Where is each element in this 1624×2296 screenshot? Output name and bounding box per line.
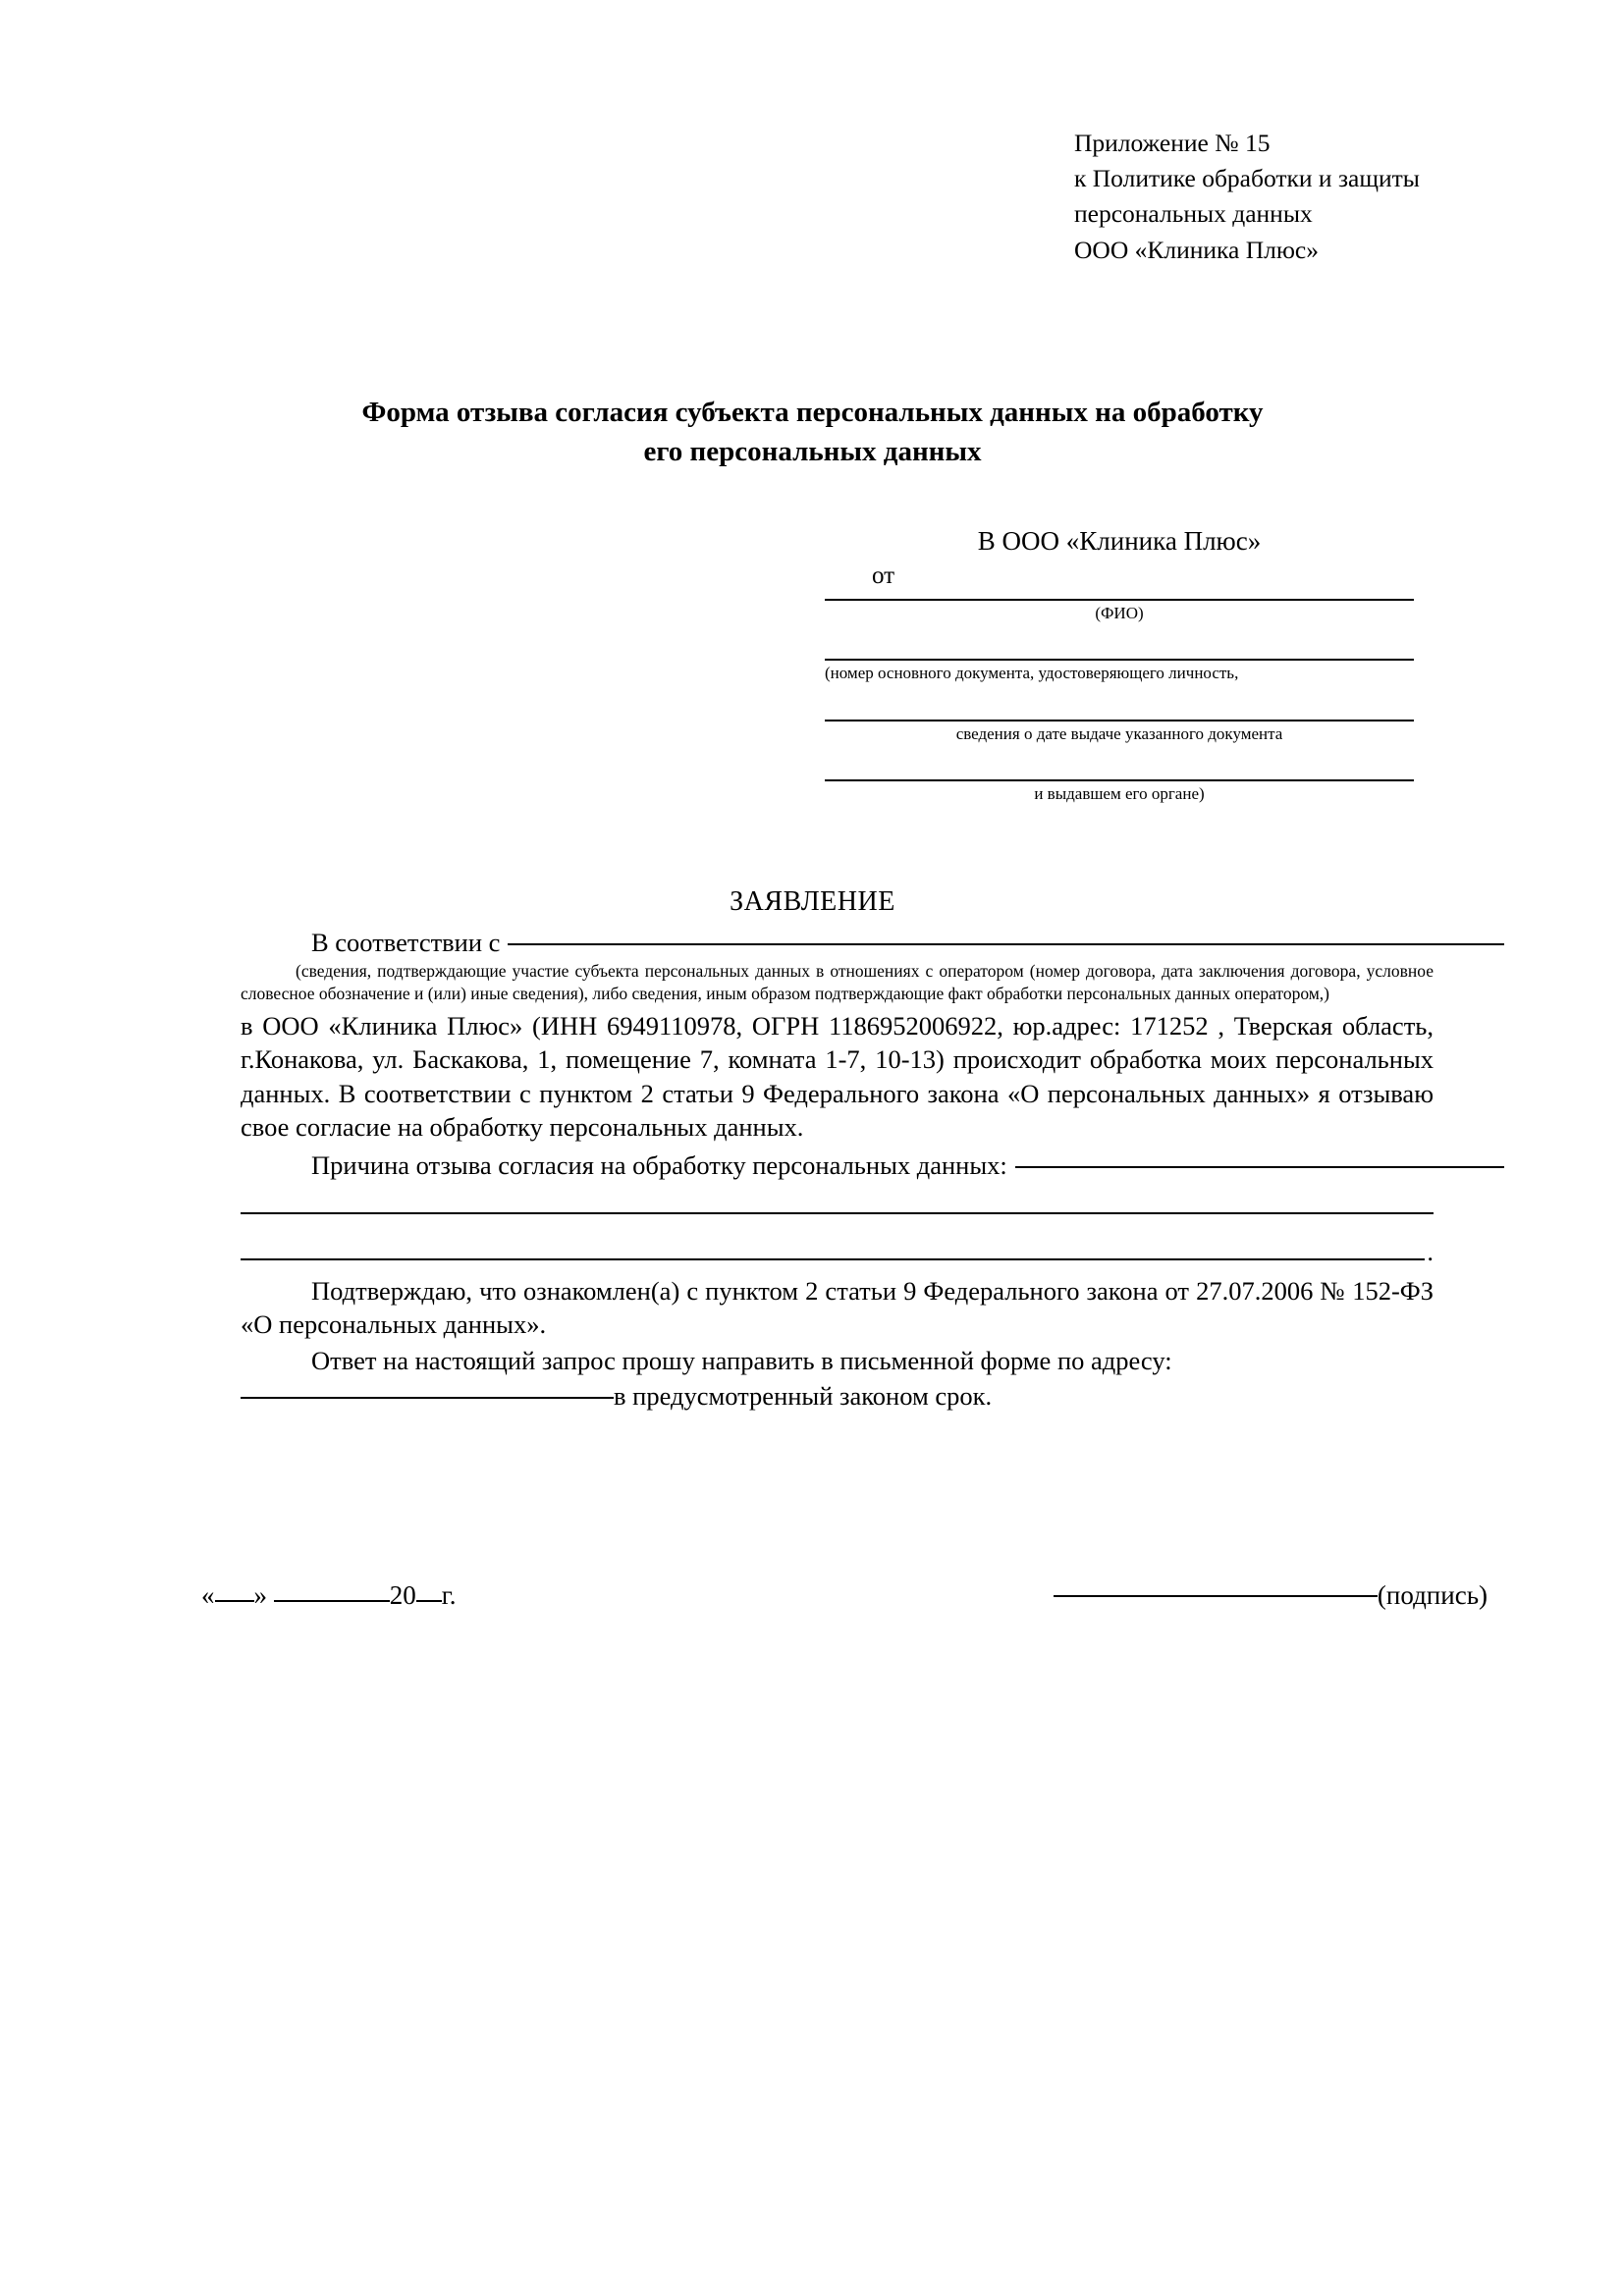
appendix-policy-line-1: к Политике обработки и защиты [1074, 164, 1420, 193]
quote-close: » [253, 1580, 267, 1610]
spacer [825, 624, 1414, 650]
appendix-reference-block [1074, 126, 1487, 268]
answer-address-row [241, 1379, 1434, 1413]
document-issuer-caption: и выдавшем его органе) [1034, 784, 1205, 804]
answer-address-tail: в предусмотренный законом срок. [614, 1381, 993, 1412]
page-title-line-1: Форма отзыва согласия субъекта персональных данных на обработку [361, 397, 1264, 428]
reason-input-line-3[interactable] [241, 1258, 1425, 1260]
signature-input-line[interactable] [1054, 1595, 1378, 1597]
day-input-line[interactable] [215, 1600, 254, 1602]
reason-end-punctuation: . [1427, 1237, 1434, 1267]
year-suffix: г. [441, 1580, 457, 1610]
year-prefix: 20 [389, 1580, 416, 1610]
statement-heading: ЗАЯВЛЕНИЕ [730, 886, 895, 917]
document-number-input-line[interactable] [825, 659, 1414, 661]
document-issuer-input-line[interactable] [825, 779, 1414, 781]
statement-body [241, 926, 1434, 1414]
in-accordance-input-line[interactable] [508, 943, 1504, 945]
fio-caption: (ФИО) [1095, 604, 1144, 622]
date-field[interactable] [201, 1580, 457, 1611]
appendix-number: Приложение № 15 [1074, 129, 1271, 157]
reason-input-line-1[interactable] [1015, 1166, 1504, 1168]
from-label: от [872, 562, 895, 589]
addressee-block [825, 526, 1414, 806]
quote-open: « [201, 1580, 215, 1610]
signature-field [1054, 1580, 1488, 1611]
page-title-line-2: его персональных данных [643, 436, 982, 468]
document-date-caption: сведения о дате выдаче указанного документа [955, 723, 1283, 743]
reason-input-line-2[interactable] [241, 1212, 1434, 1214]
fio-input-line[interactable] [825, 599, 1414, 601]
signature-caption: (подпись) [1377, 1580, 1488, 1610]
in-accordance-label: В соответствии с [311, 928, 501, 957]
reason-row [241, 1148, 1504, 1182]
appendix-policy-line-2: персональных данных [1074, 199, 1313, 229]
document-number-caption: (номер основного документа, удостоверяющего личность, [825, 664, 1239, 683]
month-input-line[interactable] [274, 1600, 390, 1602]
spacer [825, 685, 1414, 711]
statement-note: (сведения, подтверждающие участие субъекта персональных данных в отношениях с оператором (номер договора, дата заключения договора, условное словесное обозначение и (или) иные сведения), либо сведения, иным образом подтверждающие факт обработки персональных данных оператором,) [241, 961, 1434, 1004]
date-and-signature-row [201, 1580, 1488, 1611]
answer-address-input-line[interactable] [241, 1397, 614, 1399]
in-accordance-row [241, 926, 1504, 959]
document-date-input-line[interactable] [825, 720, 1414, 721]
reason-input-line-3-row [241, 1237, 1434, 1267]
statement-main-paragraph: в ООО «Клиника Плюс» (ИНН 6949110978, ОГРН 1186952006922, юр.адрес: 171252 , Тверская область, г.Конакова, ул. Баскакова, 1, помещение 7, комната 1-7, 10-13) происходит обработка моих персональных данных. В соответствии с пунктом 2 статьи 9 Федерального закона «О персональных данных» я отзываю свое согласие на обработку персональных данных. [241, 1010, 1434, 1143]
year-input-line[interactable] [416, 1600, 442, 1602]
addressee-organization: В ООО «Клиника Плюс» [977, 526, 1262, 556]
spacer [825, 745, 1414, 771]
appendix-organization: ООО «Клиника Плюс» [1074, 235, 1319, 264]
page-title [241, 393, 1384, 471]
confirmation-paragraph: Подтверждаю, что ознакомлен(а) с пунктом 2 статьи 9 Федерального закона от 27.07.2006 № 152-ФЗ «О персональных данных». [241, 1276, 1434, 1340]
answer-paragraph: Ответ на настоящий запрос прошу направить в письменной форме по адресу: [311, 1345, 1172, 1375]
reason-label: Причина отзыва согласия на обработку персональных данных: [311, 1149, 1007, 1180]
